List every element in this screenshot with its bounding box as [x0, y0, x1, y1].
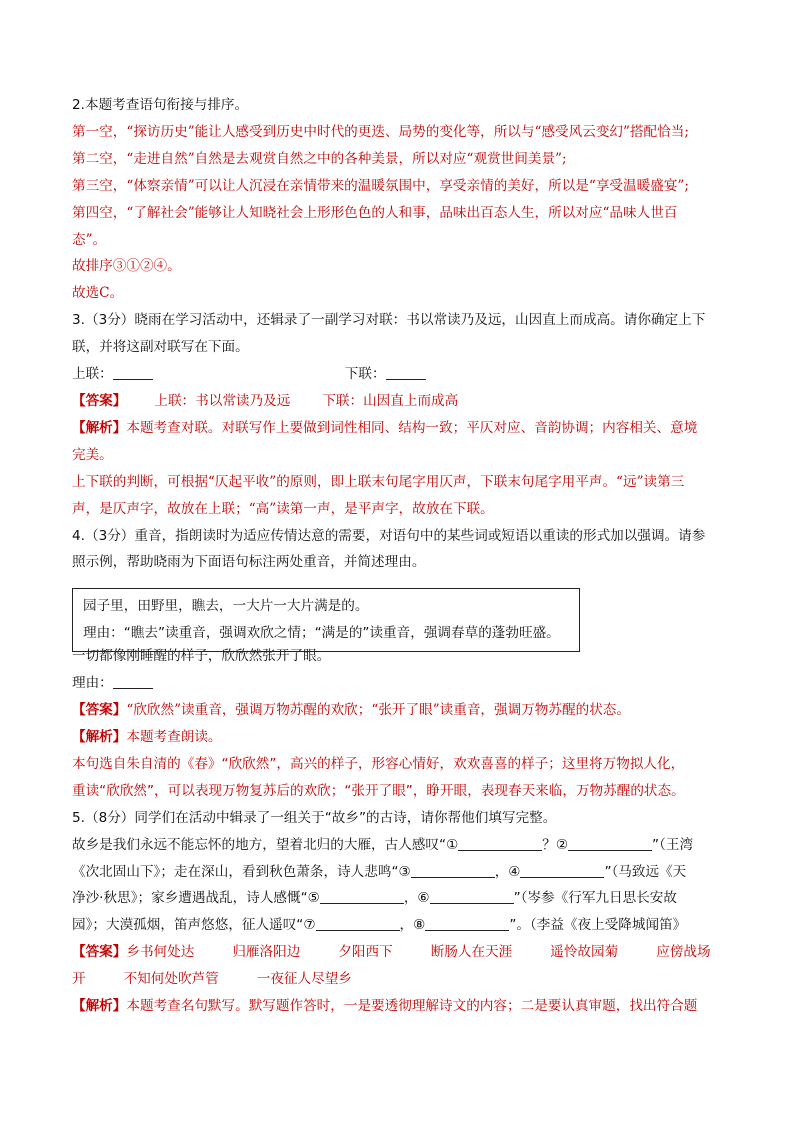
lower-couplet-blank[interactable] [386, 365, 426, 380]
example-reason: 理由：“瞧去”读重音，强调欢欣之情；“满是的”读重音，强调春草的蓬勃旺盛。 [83, 625, 560, 641]
q2-line-5: 态”。 [72, 231, 107, 248]
q4-analysis-title [72, 724, 722, 751]
q4-sentence: 一切都像刚睡醒的样子，欣欣然张开了眼。 [72, 648, 331, 665]
reason-blank[interactable] [113, 674, 153, 689]
q5-text: 《次北固山下》；走在深山，看到秋色萧条，诗人悲鸣“③ [72, 863, 411, 880]
q2-heading: 2.本题考查语句衔接与排序。 [72, 97, 249, 113]
q5-answer-6-cont: 开 [72, 971, 86, 988]
analysis-tag: 【解析】 [72, 729, 127, 746]
q3-answer-upper: 上联：书以常读乃及远 [154, 392, 291, 409]
q3-stem-1: 3.（3分）晓雨在学习活动中，还辑录了一副学习对联：书以常读乃及远，山因直上而成高。请你确定上下 [72, 312, 706, 329]
q5-line-3 [72, 885, 722, 912]
q5-text: ？② [542, 836, 569, 853]
upper-couplet-label: 上联： [72, 366, 113, 383]
q4-analysis-2: 重读“欣欣然”，可以表现万物复苏后的欢欣；“张开了眼”，睁开眼，表现春天来临，万物苏醒的状态。 [72, 782, 685, 799]
document-page [72, 92, 722, 1020]
q2-choice: 故选C。 [72, 285, 124, 302]
q5-answer-4: 断肠人在天涯 [430, 944, 513, 961]
q4-analysis-title-text: 本题考查朗读。 [126, 729, 222, 746]
blank-5[interactable] [320, 889, 404, 904]
q3-analysis-3: 上下联的判断，可根据“仄起平收”的原则，即上联末句尾字用仄声，下联末句尾字用平声。“远”读第三 [72, 473, 685, 490]
q5-answer-1: 乡书何处达 [126, 944, 195, 961]
q3-analysis-2: 完美。 [72, 446, 113, 463]
q5-answer-5: 遥怜故园菊 [550, 944, 619, 961]
example-sentence: 园子里，田野里，瞧去，一大片一大片满是的。 [83, 598, 369, 614]
q3-analysis-4: 声，是仄声字，故放在上联；“高”读第一声，是平声字，故放在下联。 [72, 500, 494, 517]
q5-answer-7: 不知何处吹芦管 [123, 971, 219, 988]
q2-line-2: 第二空，“走进自然”自然是去观赏自然之中的各种美景，所以对应“观赏世间美景”; [72, 150, 567, 167]
q3-blanks [72, 361, 722, 388]
q5-answer-cont [72, 966, 722, 993]
q4-answer-text: “欣欣然”读重音，强调万物苏醒的欢欣；“张开了眼”读重音，强调万物苏醒的状态。 [126, 702, 630, 719]
q5-line-2 [72, 859, 722, 886]
q5-analysis [72, 993, 722, 1020]
q2-line-1: 第一空，“探访历史”能让人感受到历史中时代的更迭、局势的变化等，所以与“感受风云变幻”搭配恰当; [72, 123, 689, 140]
reason-label: 理由： [72, 675, 113, 692]
q5-text: ，④ [494, 863, 521, 880]
q4-reason [72, 670, 722, 697]
q5-text: ”（王湾 [652, 836, 694, 853]
q5-answer-8: 一夜征人尽望乡 [256, 971, 352, 988]
lower-couplet-label: 下联： [344, 366, 386, 383]
q5-text: ，⑥ [403, 890, 430, 907]
blank-2[interactable] [568, 836, 652, 851]
analysis-tag: 【解析】 [72, 998, 127, 1015]
blank-1[interactable] [458, 836, 542, 851]
blank-7[interactable] [316, 916, 400, 931]
q2-order: 故排序③①②④。 [72, 258, 181, 275]
q5-text: 园》；大漠孤烟，笛声悠悠，征人遥叹“⑦ [72, 917, 316, 934]
q5-text: ，⑧ [399, 917, 426, 934]
blank-6[interactable] [430, 889, 514, 904]
q5-analysis-text: 本题考查名句默写。默写题作答时，一是要透彻理解诗文的内容；二是要认真审题，找出符合题 [126, 998, 698, 1015]
q5-line-4 [72, 912, 722, 939]
q3-analysis-1 [72, 415, 722, 442]
answer-tag: 【答案】 [72, 392, 127, 409]
q3-analysis-text: 本题考查对联。对联写作上要做到词性相同、结构一致；平仄对应、音韵协调；内容相关、意境 [126, 419, 698, 436]
q2-line-3: 第三空，“体察亲情”可以让人沉浸在亲情带来的温暖氛围中，享受亲情的美好，所以是“享受温暖盛宴”; [72, 177, 689, 194]
q4-analysis-1: 本句选自朱自清的《春》“欣欣然”，高兴的样子，形容心情好，欢欢喜喜的样子；这里将万物拟人化， [72, 755, 685, 772]
q5-line-1 [72, 832, 722, 859]
q5-answer [72, 939, 722, 966]
q5-answer-3: 夕阳西下 [338, 944, 393, 961]
blank-8[interactable] [425, 916, 509, 931]
q4-stem-1: 4.（3分）重音，指朗读时为适应传情达意的需要，对语句中的某些词或短语以重读的形式加以强调。请参 [72, 527, 706, 544]
q5-text: 净沙·秋思》；家乡遭遇战乱，诗人感慨“⑤ [72, 890, 320, 907]
q4-answer [72, 697, 722, 724]
q5-text: ”（岑参《行军九日思长安故 [513, 890, 677, 907]
q5-text: 故乡是我们永远不能忘怀的地方，望着北归的大雁，古人感叹“① [72, 836, 459, 853]
analysis-tag: 【解析】 [72, 419, 127, 436]
answer-tag: 【答案】 [72, 944, 127, 961]
q2-line-4: 第四空，“了解社会”能够让人知晓社会上形形色色的人和事，品味出百态人生，所以对应“品味人世百 [72, 204, 678, 221]
q3-answer [72, 388, 722, 415]
q5-stem: 5.（8分）同学们在活动中辑录了一组关于“故乡”的古诗，请你帮他们填写完整。 [72, 809, 557, 826]
q5-text: ”。（李益《夜上受降城闻笛》 [509, 917, 687, 934]
blank-3[interactable] [411, 863, 495, 878]
q5-answer-2: 归雁洛阳边 [232, 944, 301, 961]
upper-couplet-blank[interactable] [113, 365, 153, 380]
example-box [72, 588, 580, 652]
q3-stem-2: 联，并将这副对联写在下面。 [72, 339, 249, 356]
q3-answer-lower: 下联：山因直上而成高 [322, 392, 459, 409]
q5-answer-6: 应傍战场 [656, 944, 711, 961]
answer-tag: 【答案】 [72, 702, 127, 719]
q5-text: ”（马致远《天 [604, 863, 687, 880]
q4-stem-2: 照示例，帮助晓雨为下面语句标注两处重音，并简述理由。 [72, 554, 426, 571]
blank-4[interactable] [520, 863, 604, 878]
